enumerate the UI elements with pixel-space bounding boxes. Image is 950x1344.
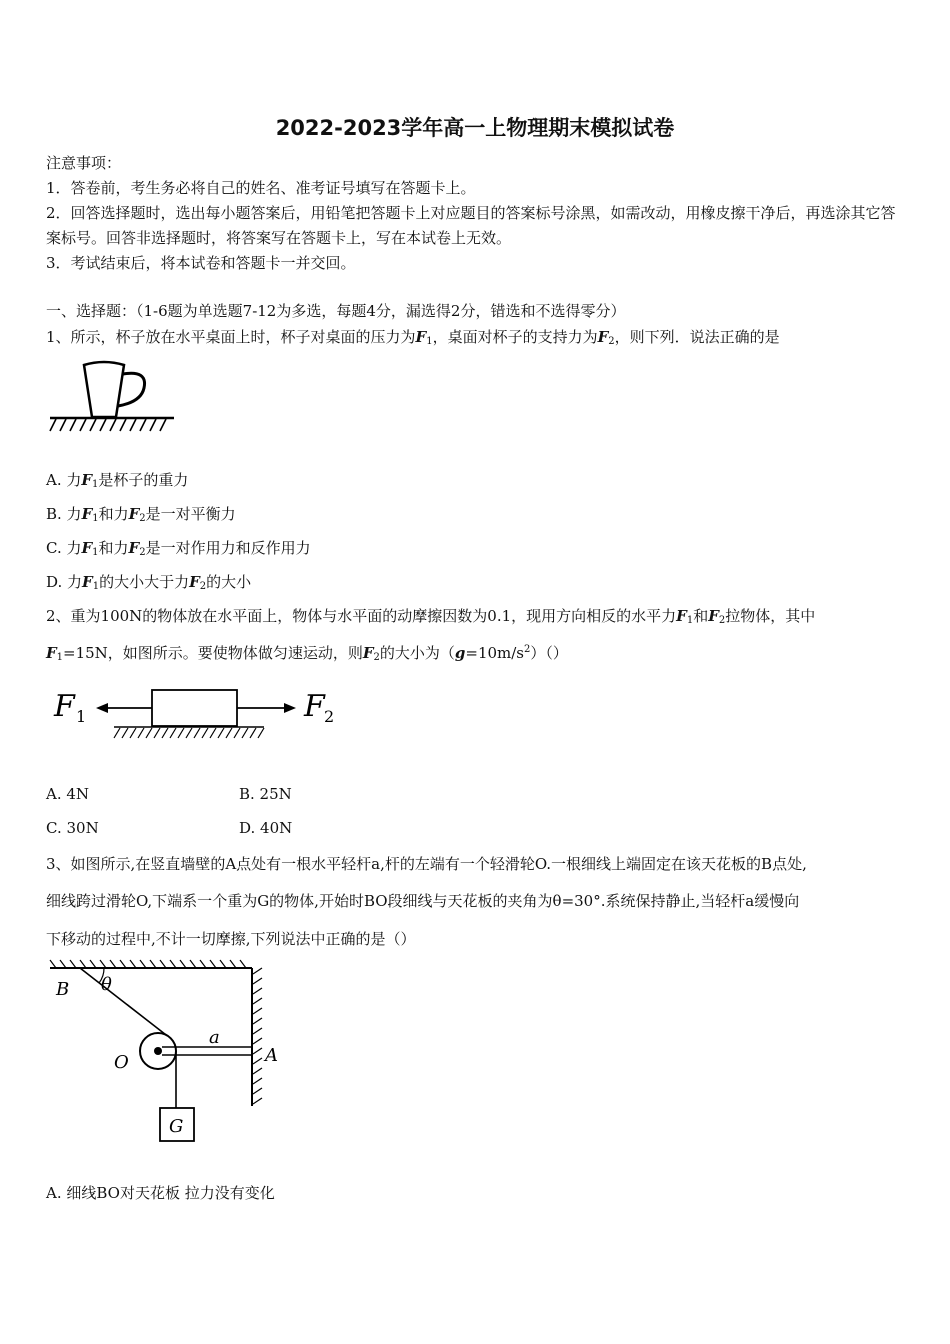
- block-forces-figure: [46, 680, 346, 745]
- force-f1-label: F: [54, 689, 75, 724]
- question-3-stem-line-2: 细线跨过滑轮O,下端系一个重为G的物体,开始时BO段细线与天花板的夹角为θ=30°.系统保持静止,当轻杆a缓慢向: [46, 892, 800, 910]
- angle-theta-label: θ: [101, 974, 112, 995]
- question-1-option-b: B. 力$F_1$和力$F_2$是一对平衡力: [46, 505, 236, 524]
- force-f2-subscript: 2: [324, 707, 335, 726]
- weight-g-label: G: [169, 1116, 184, 1137]
- notes-item-3: 3．考试结束后，将本试卷和答题卡一并交回。: [46, 254, 356, 272]
- question-2-option-c: C. 30N: [46, 819, 99, 837]
- question-3-stem-line-1: 3、如图所示,在竖直墙壁的A点处有一根水平轻杆a,杆的左端有一个轻滑轮O.一根细线上端固定在该天花板的B点处,: [46, 855, 807, 873]
- cup-on-table-figure: [46, 360, 176, 435]
- notes-heading: 注意事项：: [46, 154, 122, 172]
- notes-item-2: 2．回答选择题时，选出每小题答案后，用铅笔把答题卡上对应题目的答案标号涂黑，如需改动，用橡皮擦干净后，再选涂其它答案标号。回答非选择题时，将答案写在答题卡上，写在本试卷上无效。: [46, 204, 896, 247]
- question-1-stem: 1、所示，杯子放在水平桌面上时，杯子对桌面的压力为$F_1$，桌面对杯子的支持力为$F_2$，则下列．说法正确的是: [46, 328, 780, 347]
- question-1-option-c: C. 力$F_1$和力$F_2$是一对作用力和反作用力: [46, 539, 311, 558]
- question-2-stem-line-1: 2、重为100N的物体放在水平面上，物体与水平面的动摩擦因数为0.1，现用方向相反的水平力$F_1$和$F_2$拉物体，其中: [46, 607, 816, 626]
- pulley-wall-figure: [46, 958, 296, 1148]
- question-1-option-d: D. 力$F_1$的大小大于力$F_2$的大小: [46, 573, 252, 592]
- page-title: 2022-2023学年高一上物理期末模拟试卷: [275, 116, 675, 140]
- question-2-option-b: B. 25N: [239, 785, 292, 803]
- question-3-option-a: A. 细线BO对天花板 拉力没有变化: [46, 1184, 275, 1202]
- question-1-option-a: A. 力$F_1$是杯子的重力: [46, 471, 189, 490]
- rod-a-label: a: [209, 1027, 220, 1048]
- section-heading: 一、选择题：（1-6题为单选题7-12为多选，每题4分，漏选得2分，错选和不选得零分）: [46, 302, 626, 320]
- question-2-stem-line-2: $F_1=15N$，如图所示。要使物体做匀速运动，则$F_2$的大小为$(g=10m/s^2)()$: [46, 644, 568, 663]
- force-f1-subscript: 1: [76, 707, 87, 726]
- notes-item-1: 1．答卷前，考生务必将自己的姓名、准考证号填写在答题卡上。: [46, 179, 476, 197]
- question-3-stem-line-3: 下移动的过程中,不计一切摩擦,下列说法中正确的是（）: [46, 930, 416, 948]
- point-a-label: A: [265, 1045, 278, 1066]
- question-2-option-a: A. 4N: [46, 785, 90, 803]
- pulley-o-label: O: [114, 1052, 129, 1073]
- question-2-option-d: D. 40N: [239, 819, 293, 837]
- point-b-label: B: [56, 979, 70, 1000]
- force-f2-label: F: [304, 689, 325, 724]
